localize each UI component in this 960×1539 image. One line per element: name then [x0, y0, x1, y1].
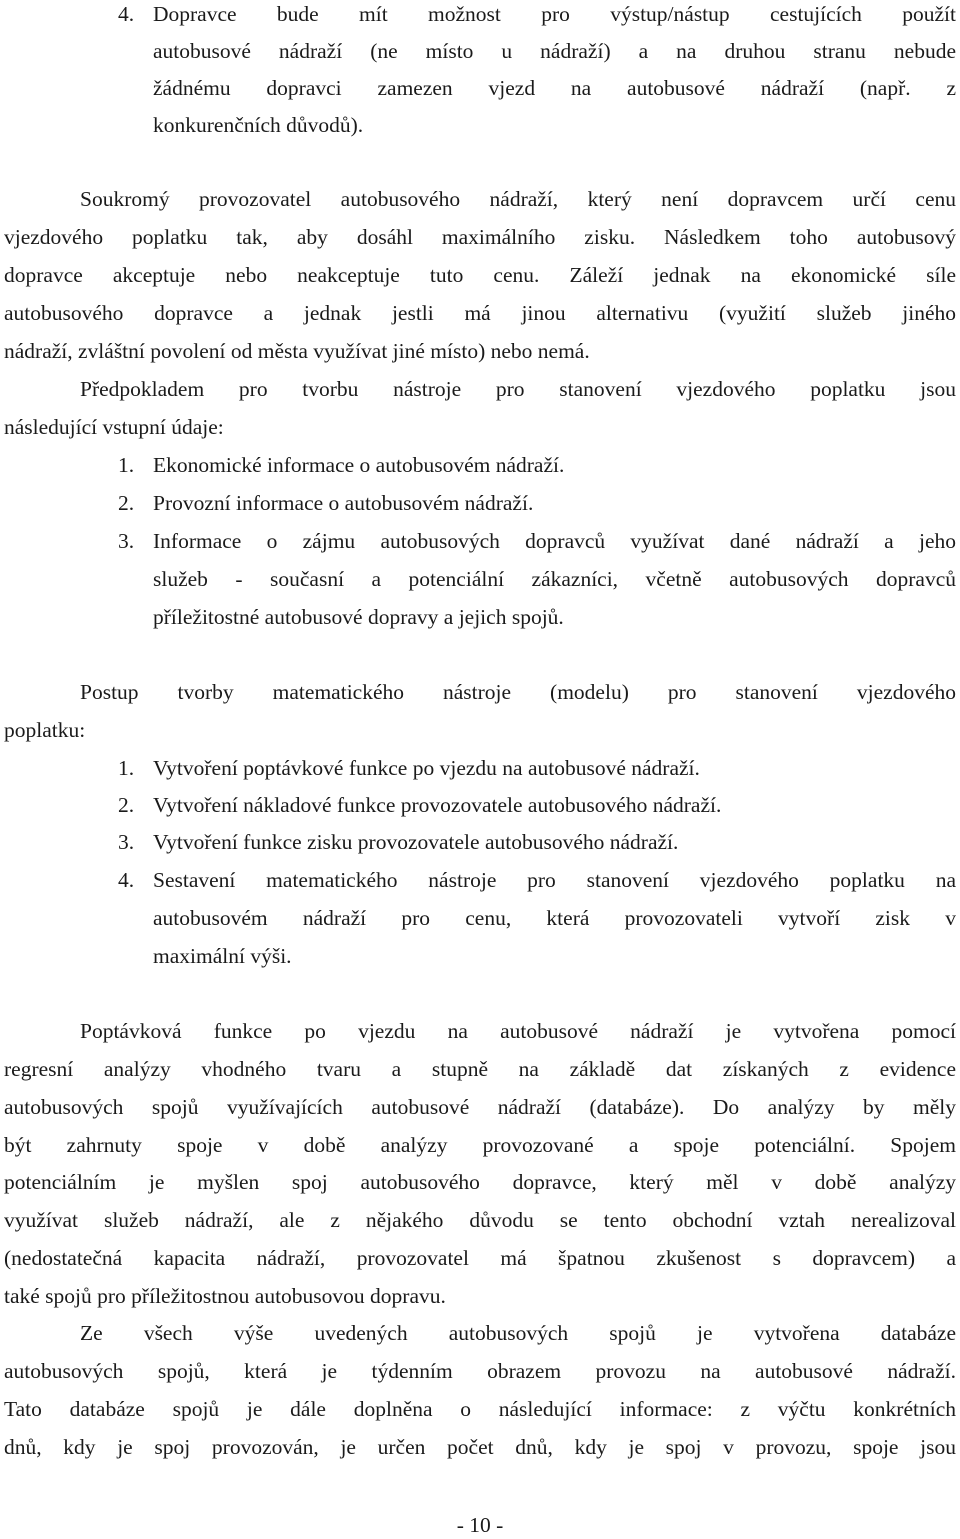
- list-item-line: Ekonomické informace o autobusovém nádraží.: [153, 453, 565, 477]
- paragraph-line: vjezdového poplatku tak, aby dosáhl maximálního zisku. Následkem toho autobusový: [4, 225, 956, 249]
- list-item-line: příležitostné autobusové dopravy a jejich spojů.: [153, 605, 564, 629]
- list-number: 2.: [118, 491, 135, 515]
- paragraph-line: autobusových spojů využívajících autobusové nádraží (databáze). Do analýzy by měly: [4, 1095, 956, 1119]
- list-number: 4.: [118, 868, 135, 892]
- list-item-line: autobusovém nádraží pro cenu, která provozovateli vytvoří zisk v: [153, 906, 956, 930]
- paragraph-line: následující vstupní údaje:: [4, 415, 224, 439]
- paragraph-line: poplatku:: [4, 718, 86, 742]
- list-item-line: Vytvoření nákladové funkce provozovatele autobusového nádraží.: [153, 793, 722, 817]
- list-item-line: Provozní informace o autobusovém nádraží.: [153, 491, 534, 515]
- paragraph-line: využívat služeb nádraží, ale z nějakého důvodu se tento obchodní vztah nerealizoval: [4, 1208, 956, 1232]
- paragraph-line: Ze všech výše uvedených autobusových spojů je vytvořena databáze: [80, 1321, 956, 1345]
- list-item-line: žádnému dopravci zamezen vjezd na autobusové nádraží (např. z: [153, 76, 956, 100]
- paragraph-line: regresní analýzy vhodného tvaru a stupně na základě dat získaných z evidence: [4, 1057, 956, 1081]
- paragraph-line: autobusového dopravce a jednak jestli má jinou alternativu (využití služeb jiného: [4, 301, 956, 325]
- paragraph-line: být zahrnuty spoje v době analýzy provozované a spoje potenciální. Spojem: [4, 1133, 956, 1157]
- list-number: 3.: [118, 830, 135, 854]
- list-item-line: služeb - současní a potenciální zákazníci, včetně autobusových dopravců: [153, 567, 956, 591]
- paragraph-line: Předpokladem pro tvorbu nástroje pro stanovení vjezdového poplatku jsou: [80, 377, 956, 401]
- list-item-line: maximální výši.: [153, 944, 292, 968]
- page-number: - 10 -: [456, 1513, 504, 1537]
- list-item-line: Vytvoření poptávkové funkce po vjezdu na autobusové nádraží.: [153, 756, 700, 780]
- paragraph-line: dopravce akceptuje nebo neakceptuje tuto cenu. Záleží jednak na ekonomické síle: [4, 263, 956, 287]
- list-number: 2.: [118, 793, 135, 817]
- paragraph-line: nádraží, zvláštní povolení od města využívat jiné místo) nebo nemá.: [4, 339, 590, 363]
- list-item-line: Sestavení matematického nástroje pro stanovení vjezdového poplatku na: [153, 868, 956, 892]
- list-number: 3.: [118, 529, 135, 553]
- paragraph-line: Tato databáze spojů je dále doplněna o následující informace: z výčtu konkrétních: [4, 1397, 956, 1421]
- paragraph-line: také spojů pro příležitostnou autobusovou dopravu.: [4, 1284, 446, 1308]
- paragraph-line: Postup tvorby matematického nástroje (modelu) pro stanovení vjezdového: [80, 680, 956, 704]
- paragraph-line: potenciálním je myšlen spoj autobusového dopravce, který měl v době analýzy: [4, 1170, 956, 1194]
- list-number: 4.: [118, 2, 135, 26]
- list-item-line: Vytvoření funkce zisku provozovatele autobusového nádraží.: [153, 830, 679, 854]
- paragraph-line: Poptávková funkce po vjezdu na autobusové nádraží je vytvořena pomocí: [80, 1019, 956, 1043]
- list-item-line: Informace o zájmu autobusových dopravců využívat dané nádraží a jeho: [153, 529, 956, 553]
- paragraph-line: Soukromý provozovatel autobusového nádraží, který není dopravcem určí cenu: [80, 187, 956, 211]
- list-item-line: konkurenčních důvodů).: [153, 113, 364, 137]
- list-number: 1.: [118, 453, 135, 477]
- paragraph-line: (nedostatečná kapacita nádraží, provozovatel má špatnou zkušenost s dopravcem) a: [4, 1246, 956, 1270]
- paragraph-line: dnů, kdy je spoj provozován, je určen počet dnů, kdy je spoj v provozu, spoje jsou: [4, 1435, 956, 1459]
- list-number: 1.: [118, 756, 135, 780]
- list-item-line: Dopravce bude mít možnost pro výstup/nástup cestujících použít: [153, 2, 956, 26]
- list-item-line: autobusové nádraží (ne místo u nádraží) a na druhou stranu nebude: [153, 39, 956, 63]
- paragraph-line: autobusových spojů, která je týdenním obrazem provozu na autobusové nádraží.: [4, 1359, 956, 1383]
